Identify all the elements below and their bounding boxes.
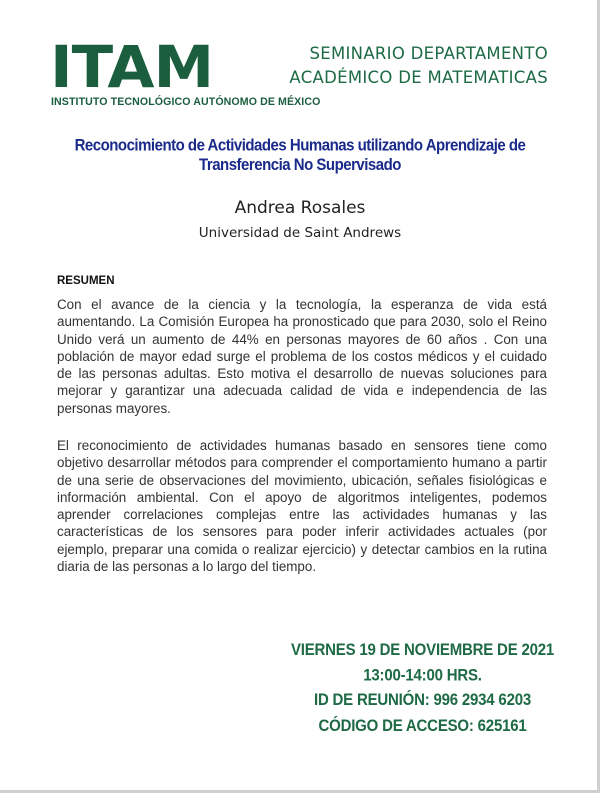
event-date: VIERNES 19 DE NOVIEMBRE DE 2021 [290,640,555,660]
seminar-title-line1: SEMINARIO DEPARTAMENTO [309,44,548,63]
logo-subtitle: INSTITUTO TECNOLÓGICO AUTÓNOMO DE MÉXICO [51,96,321,108]
event-time: 13:00-14:00 HRS. [363,665,482,685]
speaker-name: Andrea Rosales [234,198,366,218]
speaker-affiliation: Universidad de Saint Andrews [198,225,402,241]
talk-title: Reconocimiento de Actividades Humanas utilizando Aprendizaje de Transferencia No Supervisado [74,136,526,175]
itam-logo: ITAM [50,33,214,101]
access-code: CÓDIGO DE ACCESO: 625161 [318,715,527,735]
event-details [290,638,555,739]
meeting-id: ID DE REUNIÓN: 996 2934 6203 [313,690,531,710]
seminar-title [248,42,548,90]
abstract-paragraph-2: El reconocimiento de actividades humanas basado en sensores tiene como objetivo desarrollar métodos para comprender el comportamiento humano a partir de una serie de observaciones del movimiento, ubicación, señales fisiológicas e información ambiental. Con el apoyo de algoritmos inteligentes, podemos aprender correlaciones complejas entre las actividades humanas y las características de los sensores para poder inferir actividades actuales (por ejemplo, preparar una comida o realizar ejercicio) y detectar cambios en la rutina diaria de las personas a lo largo del tiempo. [57,438,547,575]
abstract-heading: RESUMEN [57,275,115,287]
seminar-title-line2: ACADÉMICO DE MATEMATICAS [289,68,548,87]
abstract-paragraph-1: Con el avance de la ciencia y la tecnología, la esperanza de vida está aumentando. La Comisión Europea ha pronosticado que para 2030, solo el Reino Unido verá un aumento de 44% en personas mayores de 60 años . Con una población de mayor edad surge el problema de los costos médicos y el cuidado de las personas adultas. Esto motiva el desarrollo de nuevas soluciones para mejorar y garantizar una adecuada calidad de vida e independencia de las personas mayores. [57,297,547,416]
